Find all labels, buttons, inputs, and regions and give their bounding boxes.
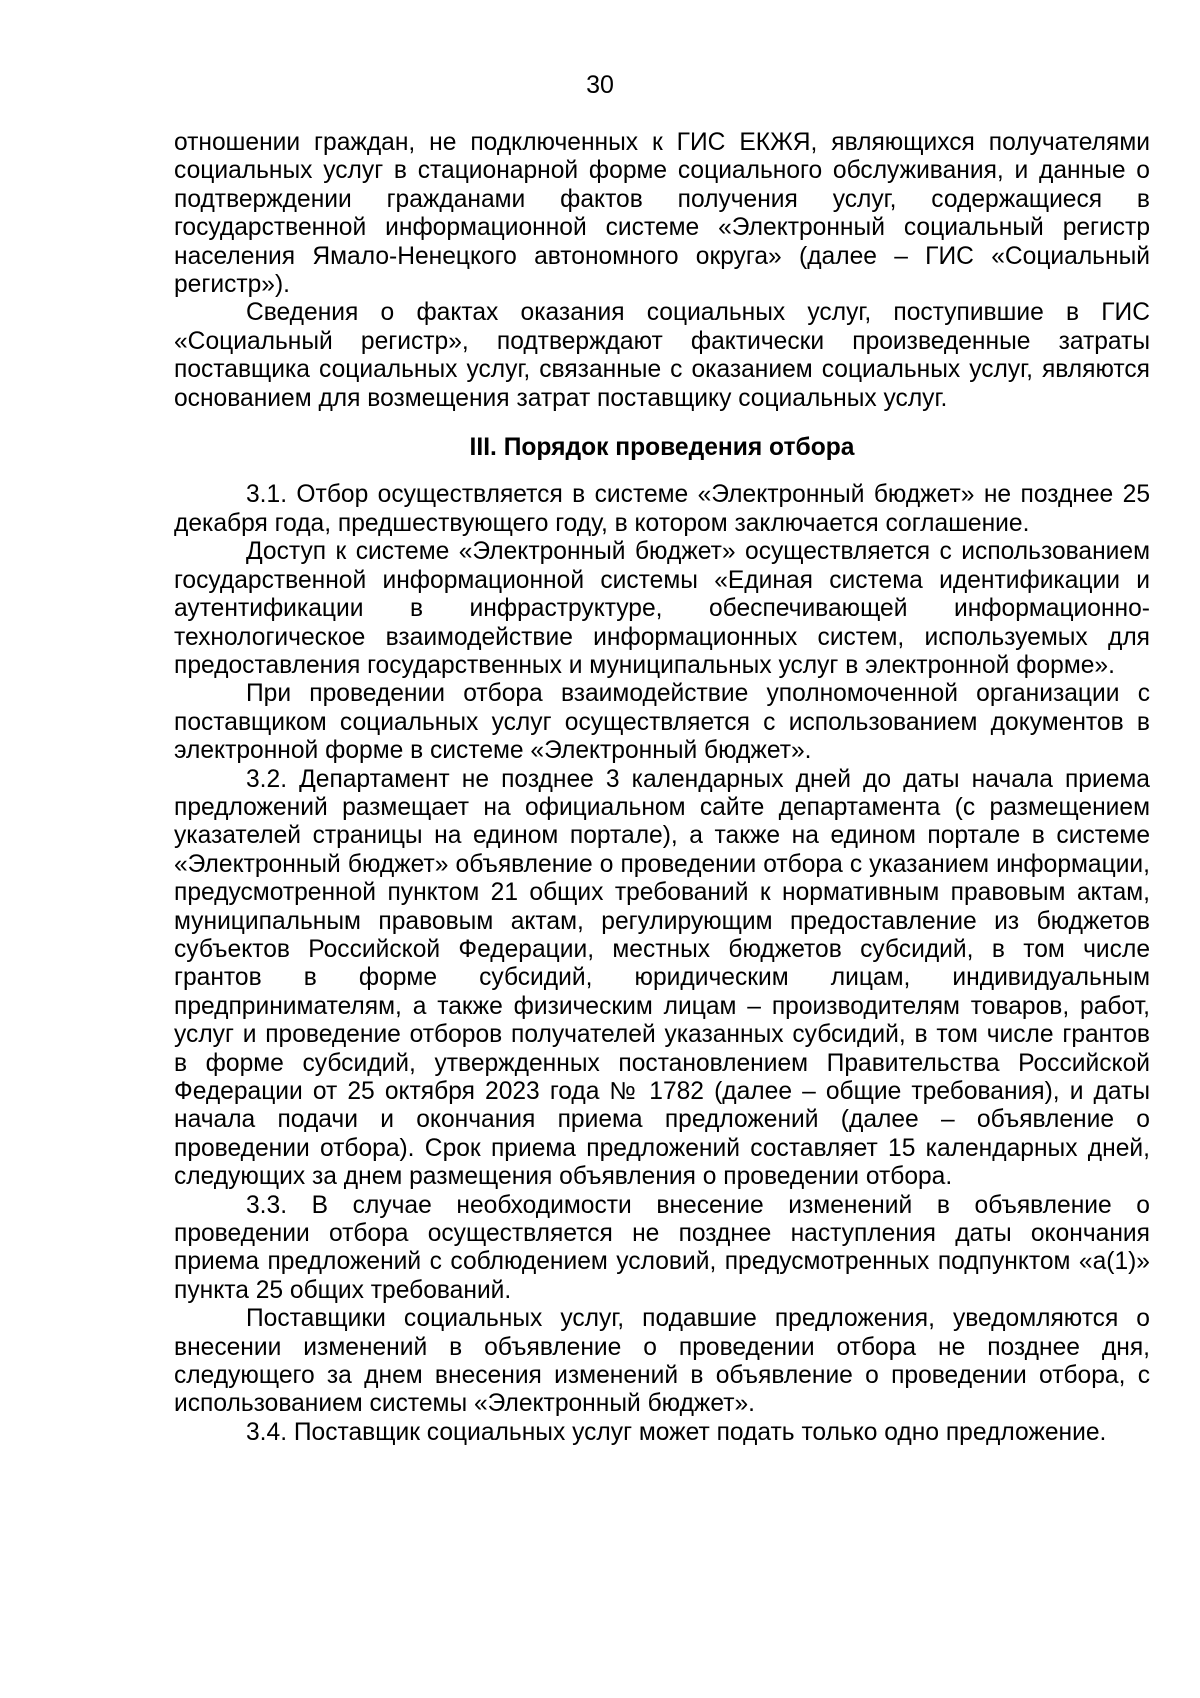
paragraph-3-2: 3.2. Департамент не позднее 3 календарных дней до даты начала приема предложений размещает на официальном сайте департамента (с размещением указателей страницы на едином портале), а также на едином портале в системе «Электронный бюджет» объявление о проведении отбора с указанием информации, предусмотренной пунктом 21 общих требований к нормативным правовым актам, муниципальным правовым актам, регулирующим предоставление из бюджетов субъектов Российской Федерации, местных бюджетов субсидий, в том числе грантов в форме субсидий, юридическим лицам, индивидуальным предпринимателям, а также физическим лицам – производителям товаров, работ, услуг и проведение отборов получателей указанных субсидий, в том числе грантов в форме субсидий, утвержденных постановлением Правительства Российской Федерации от 25 октября 2023 года № 1782 (далее – общие требования), и даты начала подачи и окончания приема предложений (далее – объявление о проведении отбора). Срок приема предложений составляет 15 календарных дней, следующих за днем размещения объявления о проведении отбора. [174, 765, 1150, 1191]
paragraph-access-system: Доступ к системе «Электронный бюджет» осуществляется с использованием государственной информационной системы «Единая система идентификации и аутентификации в инфраструктуре, обеспечивающей информационно-технологическое взаимодействие информационных систем, используемых для предоставления государственных и муниципальных услуг в электронной форме». [174, 538, 1150, 679]
paragraph-interaction: При проведении отбора взаимодействие уполномоченной организации с поставщиком социальных услуг осуществляется с использованием документов в электронной форме в системе «Электронный бюджет». [174, 680, 1150, 765]
page-number: 30 [586, 71, 614, 99]
paragraph-3-4: 3.4. Поставщик социальных услуг может подать только одно предложение. [246, 1418, 1107, 1446]
document-body [174, 129, 1150, 1447]
section-heading: III. Порядок проведения отбора [469, 434, 855, 462]
paragraph-notification: Поставщики социальных услуг, подавшие предложения, уведомляются о внесении изменений в объявление о проведении отбора не позднее дня, следующего за днем внесения изменений в объявление о проведении отбора, с использованием системы «Электронный бюджет». [174, 1305, 1150, 1418]
paragraph-continuation: отношении граждан, не подключенных к ГИС ЕКЖЯ, являющихся получателями социальных услуг в стационарной форме социального обслуживания, и данные о подтверждении гражданами фактов получения услуг, содержащиеся в государственной информационной системе «Электронный социальный регистр населения Ямало-Ненецкого автономного округа» (далее – ГИС «Социальный регистр»). [174, 129, 1150, 299]
paragraph-3-1: 3.1. Отбор осуществляется в системе «Электронный бюджет» не позднее 25 декабря года, предшествующего году, в котором заключается соглашение. [174, 481, 1150, 537]
paragraph-3-3: 3.3. В случае необходимости внесение изменений в объявление о проведении отбора осуществляется не позднее наступления даты окончания приема предложений с соблюдением условий, предусмотренных подпунктом «а(1)» пункта 25 общих требований. [174, 1191, 1150, 1304]
paragraph-social-register-info: Сведения о фактах оказания социальных услуг, поступившие в ГИС «Социальный регистр», подтверждают фактически произведенные затраты поставщика социальных услуг, связанные с оказанием социальных услуг, являются основанием для возмещения затрат поставщику социальных услуг. [174, 299, 1150, 412]
